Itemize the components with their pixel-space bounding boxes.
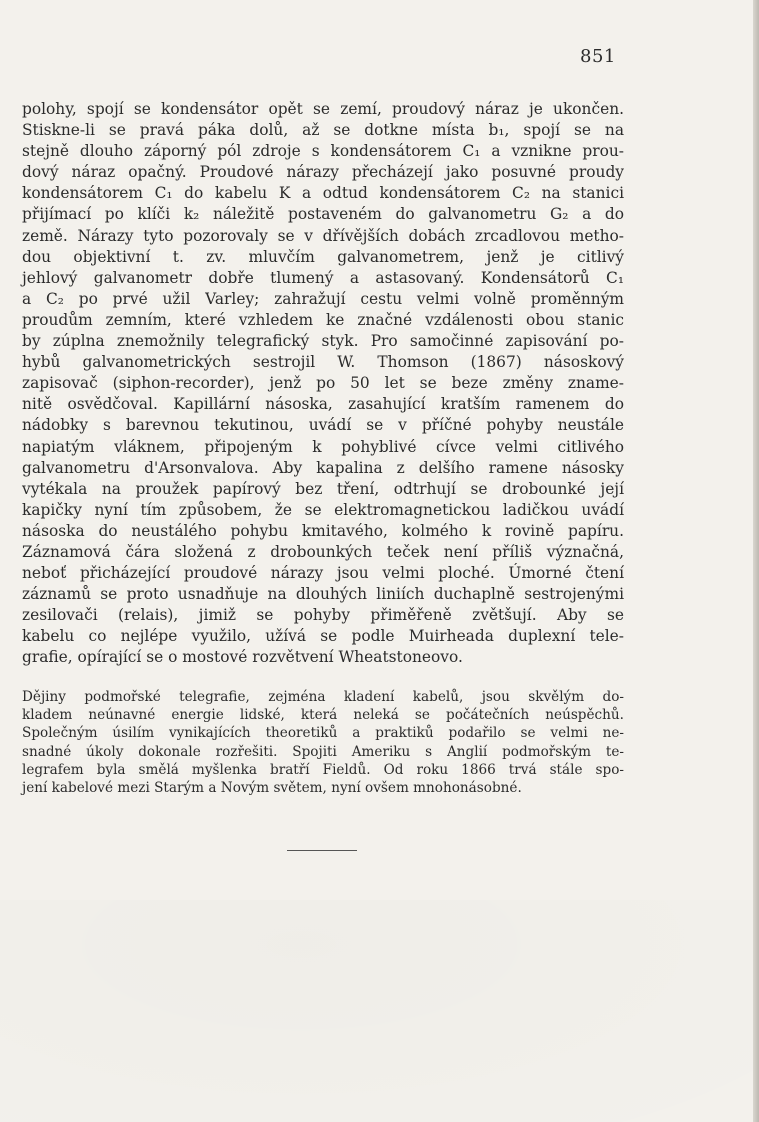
text-line: neboť přicházející proudové nárazy jsou velmi ploché. Úmorné čtení <box>22 564 624 583</box>
text-line: napiatým vláknem, připojeným k pohyblivé cívce velmi citlivého <box>22 437 624 456</box>
text-line: galvanometru d'Arsonvalova. Aby kapalina z delšího ramene násosky <box>22 458 624 477</box>
small-text-line: snadné úkoly dokonale rozřešiti. Spojiti Ameriku s Anglií podmořským te- <box>22 743 624 760</box>
text-line: jehlový galvanometr dobře tlumený a astasovaný. Kondensátorů C₁ <box>22 268 624 287</box>
text-line: polohy, spojí se kondensátor opět se zemí, proudový náraz je ukončen. <box>22 100 624 118</box>
text-line: kondensátorem C₁ do kabelu K a odtud kondensátorem C₂ na stanici <box>22 184 624 203</box>
text-line: a C₂ po prvé užil Varley; zahražují cestu velmi volně proměnným <box>22 289 624 308</box>
text-line: nitě osvědčoval. Kapillární násoska, zasahující kratším ramenem do <box>22 395 624 414</box>
section-divider <box>287 850 357 851</box>
text-line: Stiskne-li se pravá páka dolů, až se dotkne místa b₁, spojí se na <box>22 121 624 140</box>
text-line: hybů galvanometrických sestrojil W. Thomson (1867) násoskový <box>22 353 624 372</box>
text-line: zesilovači (relais), jimiž se pohyby přiměřeně zvětšují. Aby se <box>22 606 624 625</box>
text-line: záznamů se proto usnadňuje na dlouhých liniích duchaplně sestrojenými <box>22 585 624 604</box>
text-line: nádobky s barevnou tekutinou, uvádí se v příčné pohyby neustále <box>22 416 624 435</box>
text-line: země. Nárazy tyto pozorovaly se v dřívějších dobách zrcadlovou metho- <box>22 226 624 245</box>
small-text-line: legrafem byla smělá myšlenka bratří Fieldů. Od roku 1866 trvá stále spo- <box>22 761 624 778</box>
page-edge <box>753 0 759 1122</box>
text-line: zapisovač (siphon-recorder), jenž po 50 let se beze změny znamе- <box>22 374 624 393</box>
text-line: dou objektivní t. zv. mluvčím galvanometrem, jenž je citlivý <box>22 247 624 266</box>
small-text-line: jení kabelové mezi Starým a Novým světem, nyní ovšem mnohonásobné. <box>22 779 522 796</box>
text-line: Záznamová čára složená z drobounkých teček není příliš význačná, <box>22 542 624 561</box>
text-line: dový náraz opačný. Proudové nárazy přecházejí jako posuvné proudy <box>22 163 624 182</box>
text-line: kabelu co nejlépe využilo, užívá se podle Muirheada duplexní tele- <box>22 627 624 646</box>
paper-texture <box>0 900 753 1122</box>
text-line: vytékala na proužek papírový bez tření, odtrhují se drobounké její <box>22 479 624 498</box>
small-text-line: kladem neúnavné energie lidské, která neleká se počátečních neúspěchů. <box>22 707 624 724</box>
main-paragraph <box>22 99 624 669</box>
text-line: grafie, opírající se o mostové rozvětvení Wheatstoneovo. <box>22 648 463 667</box>
small-text-line: Dějiny podmořské telegrafie, zejména kladení kabelů, jsou skvělým do- <box>22 689 624 705</box>
text-line: násoska do neustálého pohybu kmitavého, kolmého k rovině papíru. <box>22 521 624 540</box>
text-line: kapičky nyní tím způsobem, že se elektromagnetickou ladičkou uvádí <box>22 500 624 519</box>
text-line: stejně dlouho záporný pól zdroje s kondensátorem C₁ a vznikne prou- <box>22 142 624 161</box>
text-line: proudům zemním, které vzhledem ke značné vzdálenosti obou stanic <box>22 310 624 329</box>
page-number: 851 <box>580 46 616 67</box>
small-print-paragraph <box>22 688 624 797</box>
text-line: přijímací po klíči k₂ náležitě postaveném do galvanometru G₂ a do <box>22 205 624 224</box>
text-line: by zúplna znemožnily telegrafický styk. Pro samočinné zapisování po- <box>22 332 624 351</box>
small-text-line: Společným úsilím vynikajících theoretiků a praktiků podařilo se velmi ne- <box>22 725 624 742</box>
